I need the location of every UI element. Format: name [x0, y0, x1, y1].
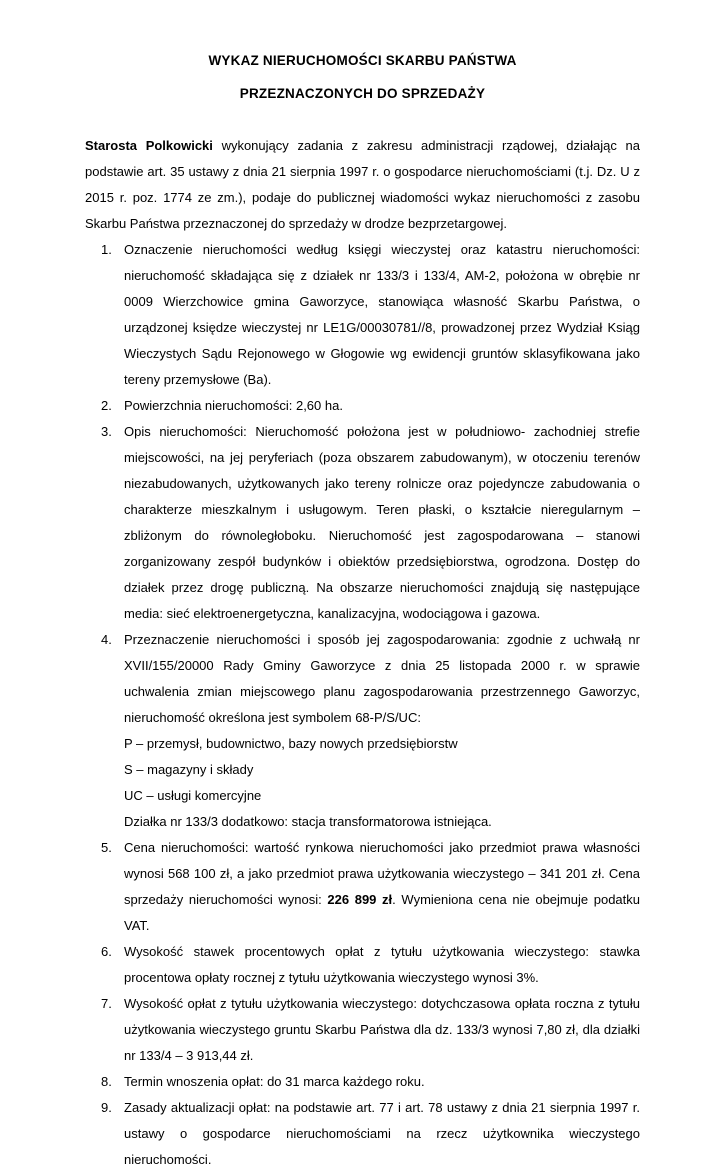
list-item-subline: Działka nr 133/3 dodatkowo: stacja transformatorowa istniejąca. — [124, 814, 492, 829]
list-item-text-part: Cena nieruchomości: wartość rynkowa nieruchomości jako przedmiot prawa własności wynosi 568 100 zł, a jako przedmiot prawa użytkowania wieczystego – 341 201 zł. Cena sprzedaży nieruchomości wynosi: — [124, 840, 640, 907]
list-item-text-part: Zasady aktualizacji opłat: na podstawie art. 77 i art. 78 ustawy z dnia 21 sierpnia 1997 r. ustawy o gospodarce nieruchomościami na rzecz użytkownika wieczystego nieruchomości. — [124, 1100, 640, 1167]
list-item — [101, 991, 640, 1069]
list-item-text-part: Opis nieruchomości: Nieruchomość położona jest w południowo- zachodniej strefie miejscowości, na jej peryferiach (poza obszarem zabudowanym), w otoczeniu terenów niezabudowanych, użytkowanych jako tereny rolnicze oraz pojedyncze zabudowania o charakterze mieszkalnym i usługowym. Teren płaski, o kształcie nieregularnym – zbliżonym do równoległoboku. Nieruchomość jest zagospodarowana – stanowi zorganizowany zespół budynków i obiektów przedsiębiorstwa, ogrodzona. Dostęp do działek przez drogę publiczną. Na obszarze nieruchomości znajdują się następujące media: sieć elektroenergetyczna, kanalizacyjna, wodociągowa i gazowa. — [124, 424, 640, 621]
list-item-text — [124, 627, 640, 835]
list-item — [101, 627, 640, 835]
list-item — [101, 1095, 640, 1173]
list-item — [101, 835, 640, 939]
property-list — [101, 237, 640, 1173]
list-item-text — [124, 835, 640, 939]
list-item-text — [124, 991, 640, 1069]
list-item-text — [124, 419, 640, 627]
list-item-text-part: Przeznaczenie nieruchomości i sposób jej zagospodarowania: zgodnie z uchwałą nr XVII/155/20000 Rady Gminy Gaworzyce z dnia 25 listopada 2000 r. w sprawie uchwalenia zmian miejscowego planu zagospodarowania przestrzennego Gaworzyc, nieruchomość określona jest symbolem 68-P/S/UC: — [124, 632, 640, 725]
list-item-text-part: Wysokość stawek procentowych opłat z tytułu użytkowania wieczystego: stawka procentowa opłaty rocznej z tytułu użytkowania wieczystego wynosi 3%. — [124, 944, 640, 985]
list-item-text-part: Termin wnoszenia opłat: do 31 marca każdego roku. — [124, 1074, 425, 1089]
list-item-subline: P – przemysł, budownictwo, bazy nowych przedsiębiorstw — [124, 736, 458, 751]
intro-paragraph — [85, 133, 640, 237]
list-item-text-part: Oznaczenie nieruchomości według księgi wieczystej oraz katastru nieruchomości: nieruchomość składająca się z działek nr 133/3 i 133/4, AM-2, położona w obrębie nr 0009 Wierzchowice gmina Gaworzyce, stanowiąca własność Skarbu Państwa, o urządzonej księdze wieczystej nr LE1G/00030781//8, prowadzonej przez Wydział Ksiąg Wieczystych Sądu Rejonowego w Głogowie wg ewidencji gruntów sklasyfikowana jako tereny przemysłowe (Ba). — [124, 242, 640, 387]
list-item-text — [124, 237, 640, 393]
list-item — [101, 237, 640, 393]
document-title-line1: WYKAZ NIERUCHOMOŚCI SKARBU PAŃSTWA — [208, 53, 517, 68]
list-item-number: 6. — [101, 944, 112, 959]
list-item-text — [124, 1069, 640, 1095]
list-item-number: 2. — [101, 398, 112, 413]
list-item-number: 9. — [101, 1100, 112, 1115]
list-item-bold-value: 226 899 zł — [327, 892, 393, 907]
intro-bold-lead: Starosta Polkowicki — [85, 138, 213, 153]
list-item-number: 5. — [101, 840, 112, 855]
intro-body-text: wykonujący zadania z zakresu administracji rządowej, działając na podstawie art. 35 ustawy z dnia 21 sierpnia 1997 r. o gospodarce nieruchomościami (t.j. Dz. U z 2015 r. poz. 1774 ze zm.), podaje do publicznej wiadomości wykaz nieruchomości z zasobu Skarbu Państwa przeznaczonej do sprzedaży w drodze bezprzetargowej. — [85, 138, 640, 231]
list-item-number: 4. — [101, 632, 112, 647]
list-item-number: 8. — [101, 1074, 112, 1089]
list-item-text-part: Wysokość opłat z tytułu użytkowania wieczystego: dotychczasowa opłata roczna z tytułu użytkowania wieczystego gruntu Skarbu Państwa dla dz. 133/3 wynosi 7,80 zł, dla działki nr 133/4 – 3 913,44 zł. — [124, 996, 640, 1063]
list-item-text — [124, 1095, 640, 1173]
list-item-subline: S – magazyny i składy — [124, 762, 254, 777]
list-item-text — [124, 939, 640, 991]
list-item-text — [124, 393, 640, 419]
list-item-text-part: Powierzchnia nieruchomości: 2,60 ha. — [124, 398, 343, 413]
list-item-number: 7. — [101, 996, 112, 1011]
list-item-number: 3. — [101, 424, 112, 439]
list-item — [101, 939, 640, 991]
list-item — [101, 419, 640, 627]
list-item — [101, 1069, 640, 1095]
list-item-text-part: . Wymieniona cena nie obejmuje podatku VAT. — [124, 892, 641, 933]
list-item-number: 1. — [101, 242, 112, 257]
document-title-line2: PRZEZNACZONYCH DO SPRZEDAŻY — [239, 86, 486, 101]
list-item-subline: UC – usługi komercyjne — [124, 788, 262, 803]
list-item — [101, 393, 640, 419]
